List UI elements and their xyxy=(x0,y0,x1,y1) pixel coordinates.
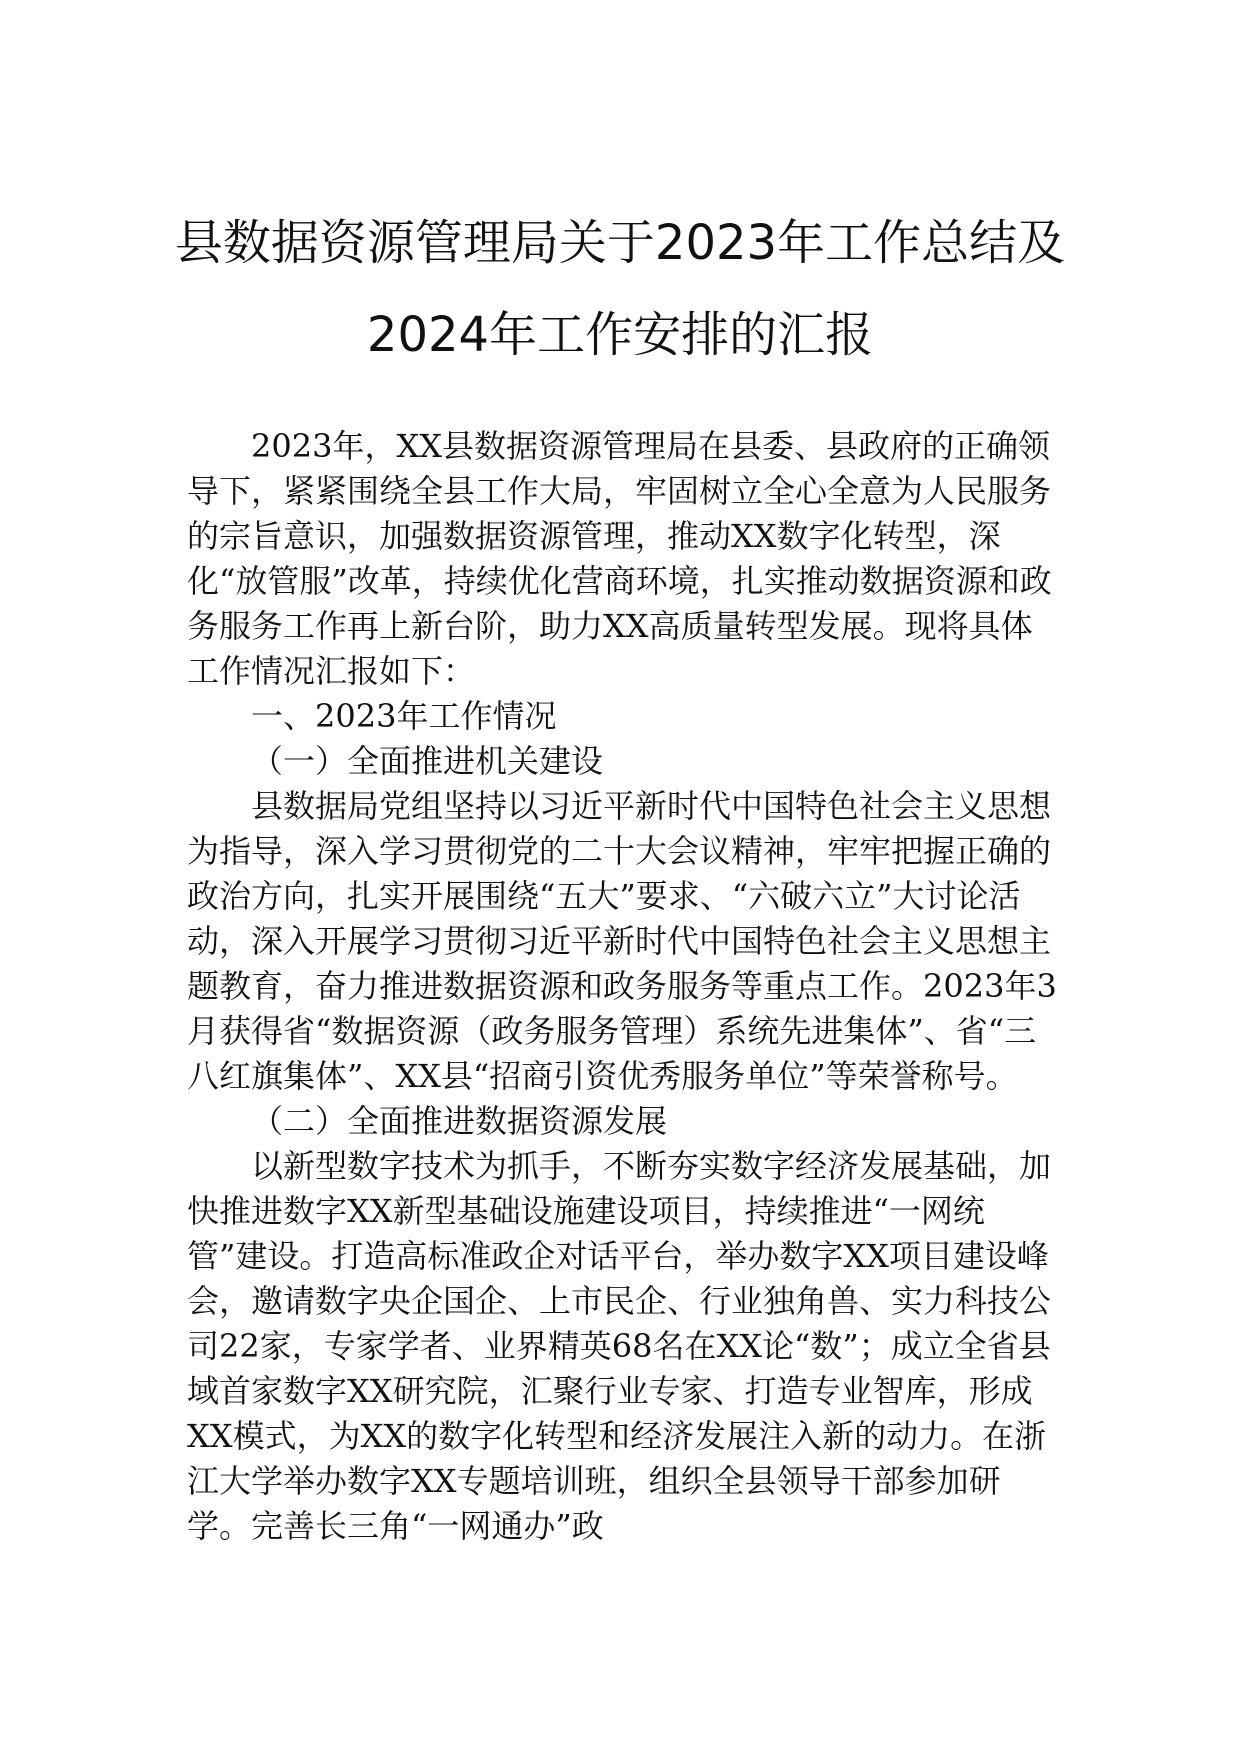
subsection-heading-1: （一）全面推进机关建设 xyxy=(251,742,604,780)
document-body xyxy=(187,424,1057,1549)
subsection-heading-2: （二）全面推进数据资源发展 xyxy=(251,1102,668,1140)
subsection-1-paragraph: 县数据局党组坚持以习近平新时代中国特色社会主义思想为指导，深入学习贯彻党的二十大会议精神，牢牢把握正确的政治方向，扎实开展围绕“五大”要求、“六破六立”大讨论活动，深入开展学习贯彻习近平新时代中国特色社会主义思想主题教育，奋力推进数据资源和政务服务等重点工作。2023年3月获得省“数据资源（政务服务管理）系统先进集体”、省“三八红旗集体”、XX县“招商引资优秀服务单位”等荣誉称号。 xyxy=(187,787,1057,1095)
document-title-line-1: 县数据资源管理局关于2023年工作总结及 xyxy=(174,215,1066,271)
section-heading-1: 一、2023年工作情况 xyxy=(251,697,557,735)
subsection-2-paragraph: 以新型数字技术为抓手，不断夯实数字经济发展基础，加快推进数字XX新型基础设施建设项目，持续推进“一网统管”建设。打造高标准政企对话平台，举办数字XX项目建设峰会，邀请数字央企国企、上市民企、行业独角兽、实力科技公司22家，专家学者、业界精英68名在XX论“数”；成立全省县域首家数字XX研究院，汇聚行业专家、打造专业智库，形成XX模式，为XX的数字化转型和经济发展注入新的动力。在浙江大学举办数字XX专题培训班，组织全县领导干部参加研学。完善长三角“一网通办”政 xyxy=(187,1147,1052,1545)
intro-paragraph: 2023年，XX县数据资源管理局在县委、县政府的正确领导下，紧紧围绕全县工作大局，牢固树立全心全意为人民服务的宗旨意识，加强数据资源管理，推动XX数字化转型，深化“放管服”改革，持续优化营商环境，扎实推动数据资源和政务服务工作再上新台阶，助力XX高质量转型发展。现将具体工作情况汇报如下： xyxy=(187,427,1052,690)
document-title-line-2: 2024年工作安排的汇报 xyxy=(366,307,874,363)
